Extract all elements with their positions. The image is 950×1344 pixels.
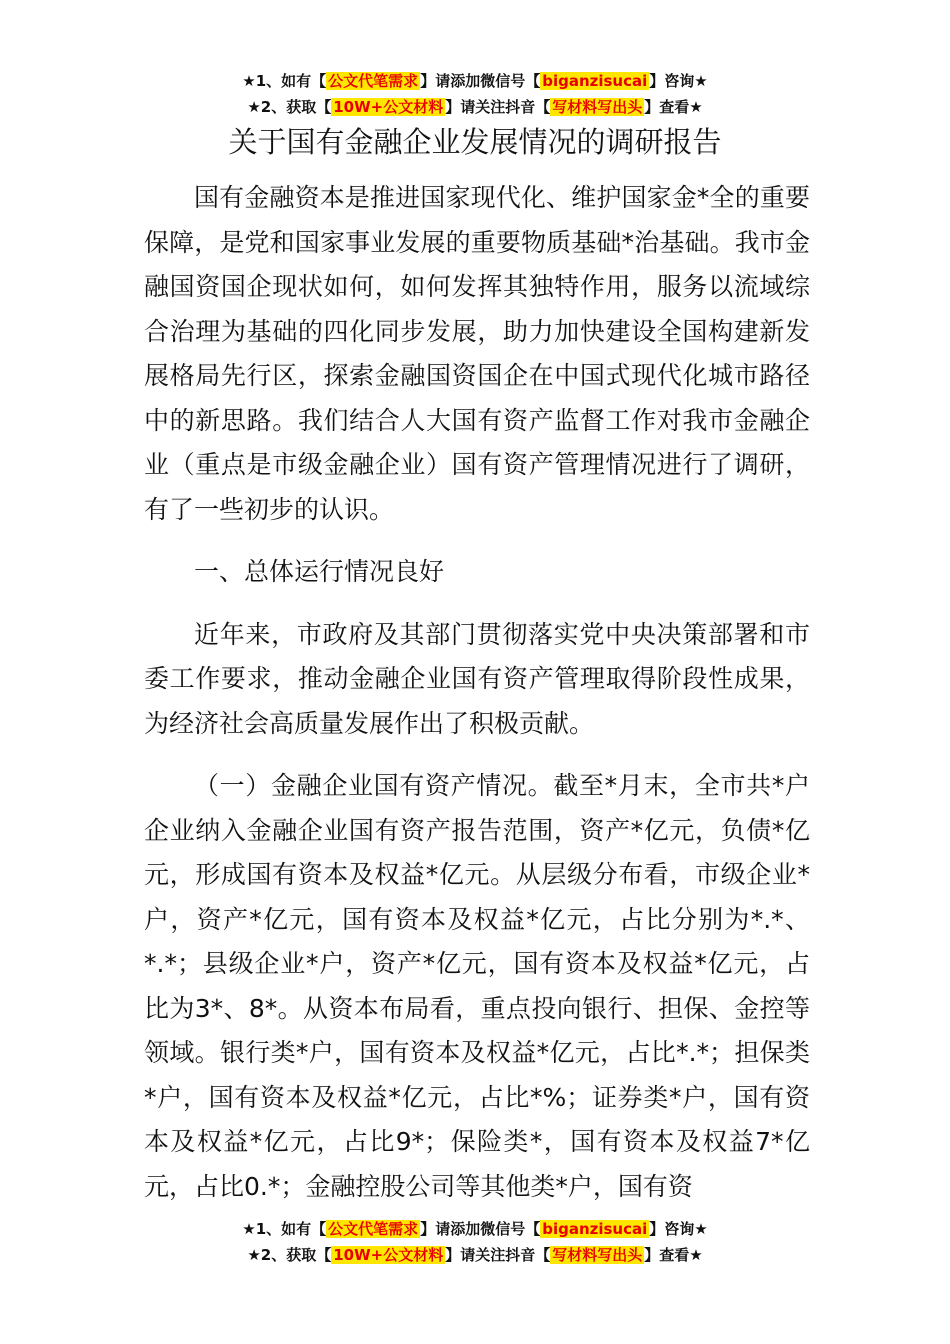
banner-text: 】查看★ <box>644 1246 703 1264</box>
banner-text: ★2、获取【 <box>247 98 332 116</box>
banner-text: 】咨询★ <box>649 72 708 90</box>
banner-highlight: biganzisucai <box>542 72 648 90</box>
banner-text: ★2、获取【 <box>247 1246 332 1264</box>
paragraph-intro: 国有金融资本是推进国家现代化、维护国家金*全的重要保障，是党和国家事业发展的重要物质基础*治基础。我市金融国资国企现状如何，如何发挥其独特作用，服务以流域综合治理为基础的四化同步发展，助力加快建设全国构建新发展格局先行区，探索金融国资国企在中国式现代化城市路径中的新思路。我们结合人大国有资产监督工作对我市金融企业（重点是市级金融企业）国有资产管理情况进行了调研，有了一些初步的认识。 <box>144 183 810 524</box>
banner-highlight: biganzisucai <box>542 1220 648 1238</box>
document-body <box>144 176 810 1201</box>
banner-line-1 <box>0 68 950 94</box>
banner-highlight: 写材料写出头 <box>552 1246 643 1264</box>
banner-highlight: 10W+公文材料 <box>333 98 444 116</box>
banner-highlight: 写材料写出头 <box>552 98 643 116</box>
banner-text: 】请添加微信号【 <box>420 1220 541 1238</box>
paragraph-overview: 近年来，市政府及其部门贯彻落实党中央决策部署和市委工作要求，推动金融企业国有资产管理取得阶段性成果，为经济社会高质量发展作出了积极贡献。 <box>144 619 810 738</box>
banner-highlight: 公文代笔需求 <box>328 1220 419 1238</box>
banner-text: 】咨询★ <box>649 1220 708 1238</box>
banner-text: 】请关注抖音【 <box>445 98 551 116</box>
footer-banner <box>0 1216 950 1268</box>
section-heading-1: 一、总体运行情况良好 <box>194 557 445 586</box>
header-banner <box>0 68 950 120</box>
banner-text: 】查看★ <box>644 98 703 116</box>
banner-text: 】请关注抖音【 <box>445 1246 551 1264</box>
banner-highlight: 10W+公文材料 <box>333 1246 444 1264</box>
banner-text: ★1、如有【 <box>242 1220 327 1238</box>
banner-text: 】请添加微信号【 <box>420 72 541 90</box>
banner-text: ★1、如有【 <box>242 72 327 90</box>
paragraph-assets: （一）金融企业国有资产情况。截至*月末，全市共*户企业纳入金融企业国有资产报告范围，资产*亿元，负债*亿元，形成国有资本及权益*亿元。从层级分布看，市级企业*户，资产*亿元，国有资本及权益*亿元，占比分别为*.*、*.*；县级企业*户，资产*亿元，国有资本及权益*亿元，占比为3*、8*。从资本布局看，重点投向银行、担保、金控等领域。银行类*户，国有资本及权益*亿元，占比*.*；担保类*户，国有资本及权益*亿元，占比*%；证券类*户，国有资本及权益*亿元，占比9*；保险类*，国有资本及权益7*亿元，占比0.*；金融控股公司等其他类*户，国有资 <box>144 771 810 1201</box>
banner-highlight: 公文代笔需求 <box>328 72 419 90</box>
document-title: 关于国有金融企业发展情况的调研报告 <box>228 125 722 159</box>
banner-line-2 <box>0 94 950 120</box>
banner-line-2 <box>0 1242 950 1268</box>
banner-line-1 <box>0 1216 950 1242</box>
